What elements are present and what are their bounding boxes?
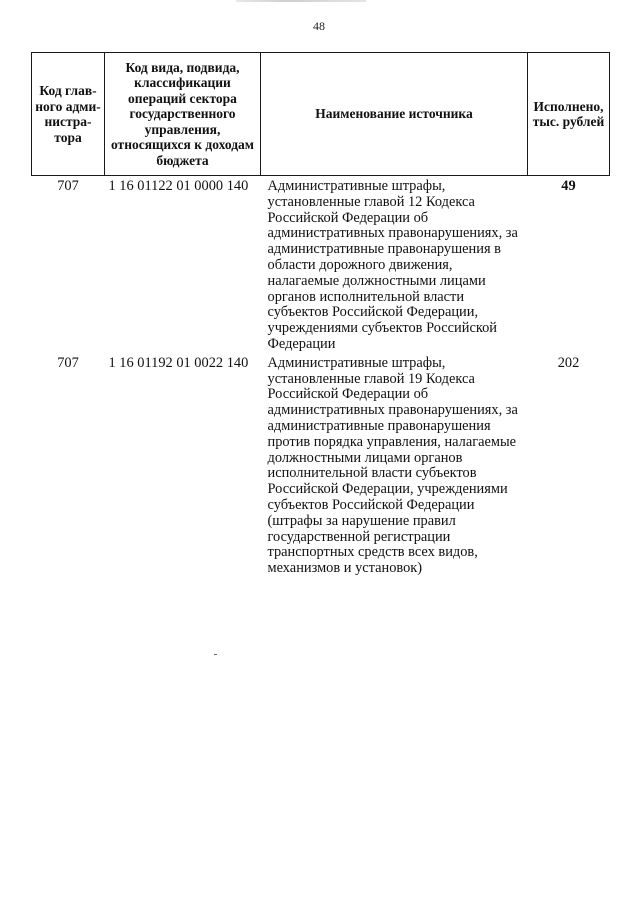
header-source-name-label: Наименование источника xyxy=(315,106,473,122)
cell-admin-code: 707 xyxy=(57,178,79,194)
cell-executed: 49 xyxy=(561,178,576,194)
header-classification-code-label: Код вида, подвида, классификации операций сектора государственного управления, относящихся к доходам бюджета xyxy=(110,59,254,168)
table-row xyxy=(32,353,610,577)
header-executed-label: Исполнено, тыс. рублей xyxy=(532,98,605,129)
table-header-row xyxy=(32,53,610,176)
cell-classification-code: 1 16 01122 01 0000 140 xyxy=(108,178,249,194)
cell-executed: 202 xyxy=(557,354,580,371)
page-number: 48 xyxy=(313,19,325,33)
scan-artifact xyxy=(236,0,366,2)
scan-speck xyxy=(214,654,217,655)
header-executed xyxy=(528,53,610,176)
revenue-table-container xyxy=(31,52,609,577)
revenue-table xyxy=(31,52,610,577)
header-source-name xyxy=(261,53,528,176)
cell-source-name: Административные штрафы, установленные главой 19 Кодекса Российской Федерации об административных правонарушениях, за административные правонарушения против порядка управления, налагаемые должностными лицами органов исполнительной власти субъектов Российской Федерации, учреждениями субъектов Российской Федерации (штрафы за нарушение правил государственной регистрации транспортных средств всех видов, механизмов и установок) xyxy=(267,354,518,577)
header-admin-code-label: Код глав-ного адми-нистра-тора xyxy=(35,83,101,145)
header-classification-code xyxy=(105,53,261,176)
cell-source-name: Административные штрафы, установленные главой 12 Кодекса Российской Федерации об административных правонарушениях, за административные правонарушения в области дорожного движения, налагаемые должностными лицами органов исполнительной власти субъектов Российской Федерации, учреждениями субъектов Российской Федерации xyxy=(267,178,518,352)
header-admin-code xyxy=(32,53,105,176)
cell-admin-code: 707 xyxy=(57,354,79,371)
cell-classification-code: 1 16 01192 01 0022 140 xyxy=(108,354,249,371)
table-row xyxy=(32,176,610,353)
